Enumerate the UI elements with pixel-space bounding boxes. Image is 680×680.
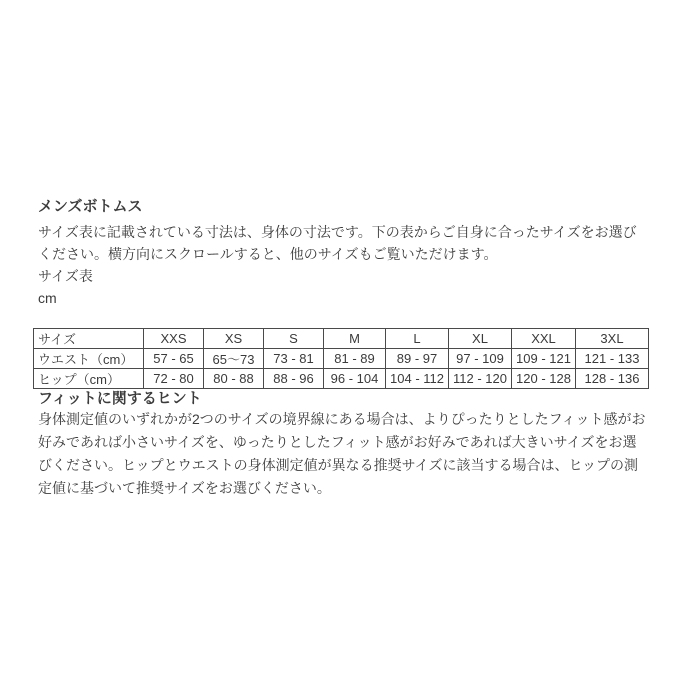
waist-xxs: 57 - 65 bbox=[144, 349, 204, 369]
size-table-scroll-area[interactable] bbox=[33, 328, 649, 389]
column-header-xs: XS bbox=[204, 329, 264, 349]
hip-xl: 112 - 120 bbox=[449, 369, 512, 389]
size-table-header-row bbox=[34, 329, 649, 349]
column-header-xl: XL bbox=[449, 329, 512, 349]
hip-xxs: 72 - 80 bbox=[144, 369, 204, 389]
column-header-xxs: XXS bbox=[144, 329, 204, 349]
size-chart-label: サイズ表 bbox=[38, 268, 93, 284]
hip-xxl: 120 - 128 bbox=[512, 369, 576, 389]
unit-label: cm bbox=[38, 290, 57, 306]
row-label-hip: ヒップ（cm） bbox=[34, 369, 144, 389]
waist-xxl: 109 - 121 bbox=[512, 349, 576, 369]
waist-m: 81 - 89 bbox=[324, 349, 386, 369]
intro-paragraph: サイズ表に記載されている寸法は、身体の寸法です。下の表からご自身に合ったサイズをお選びください。横方向にスクロールすると、他のサイズもご覧いただけます。 bbox=[38, 224, 637, 262]
waist-s: 73 - 81 bbox=[264, 349, 324, 369]
hip-m: 96 - 104 bbox=[324, 369, 386, 389]
column-header-s: S bbox=[264, 329, 324, 349]
table-row-hip bbox=[34, 369, 649, 389]
fit-hints-paragraph: 身体測定値のいずれかが2つのサイズの境界線にある場合は、よりぴったりとしたフィット感がお好みであれば小さいサイズを、ゆったりとしたフィット感がお好みであれば大きいサイズをお選びください。ヒップとウエストの身体測定値が異なる推奨サイズに該当する場合は、ヒップの測定値に基づいて推奨サイズをお選びください。 bbox=[38, 411, 646, 496]
size-table bbox=[33, 328, 649, 389]
hip-l: 104 - 112 bbox=[386, 369, 449, 389]
hip-s: 88 - 96 bbox=[264, 369, 324, 389]
column-header-l: L bbox=[386, 329, 449, 349]
waist-xl: 97 - 109 bbox=[449, 349, 512, 369]
column-header-m: M bbox=[324, 329, 386, 349]
column-header-size: サイズ bbox=[34, 329, 144, 349]
column-header-3xl: 3XL bbox=[576, 329, 649, 349]
hip-3xl: 128 - 136 bbox=[576, 369, 649, 389]
column-header-xxl: XXL bbox=[512, 329, 576, 349]
row-label-waist: ウエスト（cm） bbox=[34, 349, 144, 369]
waist-l: 89 - 97 bbox=[386, 349, 449, 369]
page-title: メンズボトムス bbox=[38, 198, 143, 215]
waist-3xl: 121 - 133 bbox=[576, 349, 649, 369]
hip-xs: 80 - 88 bbox=[204, 369, 264, 389]
waist-xs: 65〜73 bbox=[204, 349, 264, 369]
table-row-waist bbox=[34, 349, 649, 369]
fit-hints-title: フィットに関するヒント bbox=[38, 390, 202, 407]
